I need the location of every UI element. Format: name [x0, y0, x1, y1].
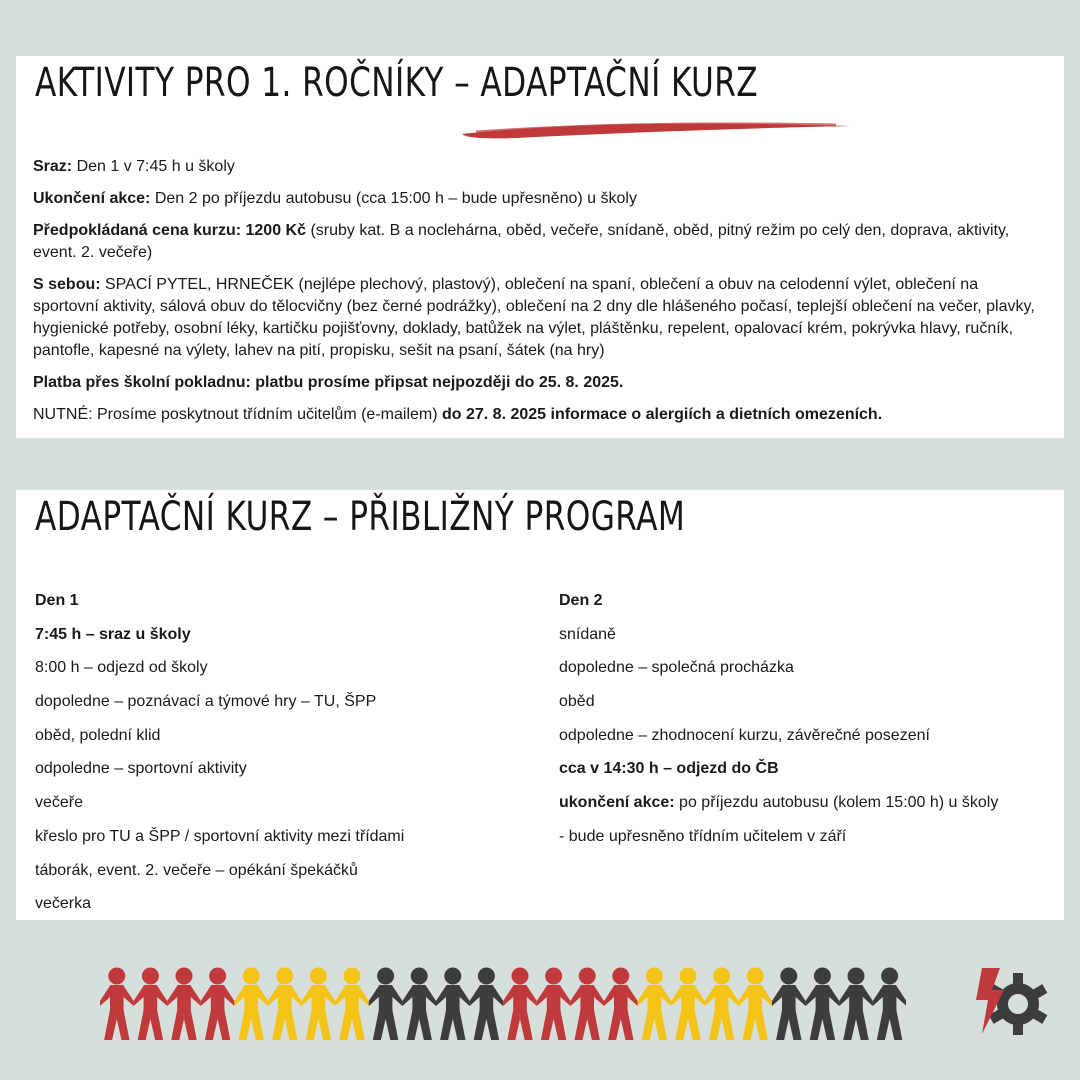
paper-person-figure [738, 968, 772, 1041]
program-title: ADAPTAČNÍ KURZ – PŘIBLIŽNÝ PROGRAM [35, 494, 686, 540]
paper-person-figure [772, 968, 806, 1041]
meeting-line: Sraz: Den 1 v 7:45 h u školy [33, 158, 235, 175]
paper-people-chain-icon [100, 966, 906, 1044]
paper-person-figure [436, 968, 470, 1041]
info-card [16, 56, 1064, 438]
bring-line: S sebou: SPACÍ PYTEL, HRNEČEK (nejlépe plechový, plastový), oblečení na spaní, oblečení a obuv na celodenní výlet, oblečení na sportovní aktivity, sálová obuv do tělocvičny (bez černé podrážky), oblečení na 2 dny dle hlášeného počasí, teplejší oblečení na večer, plavky, hygienické potřeby, osobní léky, kartičku pojišťovny, doklady, batůžek na výlet, pláštěnku, repelent, opalovací krém, pokrývka hlavy, ručník, pantofle, kapesné na výlety, lahev na pití, propisku, sešit na psaní, šátek (na hry) [33, 276, 1035, 359]
paper-person-figure [570, 968, 604, 1041]
day1-item: odpoledne – sportovní aktivity [35, 760, 247, 778]
end-line: Ukončení akce: Den 2 po příjezdu autobusu (cca 15:00 h – bude upřesněno) u školy [33, 190, 637, 207]
required-line: NUTNÉ: Prosíme poskytnout třídním učitelům (e-mailem) do 27. 8. 2025 informace o alergiích a dietních omezeních. [33, 406, 883, 423]
paper-person-figure [671, 968, 705, 1041]
payment-line: Platba přes školní pokladnu: platbu prosíme připsat nejpozději do 25. 8. 2025. [33, 374, 624, 391]
paper-person-figure [167, 968, 201, 1041]
day1-item: večeře [35, 794, 84, 812]
day1-item: dopoledne – poznávací a týmové hry – TU, ŠPP [35, 693, 377, 711]
paper-person-figure [335, 968, 369, 1041]
paper-person-figure [638, 968, 672, 1041]
paper-person-figure [503, 968, 537, 1041]
paper-person-figure [470, 968, 504, 1041]
paper-person-figure [604, 968, 638, 1041]
paper-person-figure [806, 968, 840, 1041]
page-title: AKTIVITY PRO 1. ROČNÍKY – ADAPTAČNÍ KURZ [35, 60, 759, 106]
paper-person-figure [705, 968, 739, 1041]
day1-item: křeslo pro TU a ŠPP / sportovní aktivity mezi třídami [35, 827, 405, 845]
paper-person-figure [369, 968, 403, 1041]
day2-note: - bude upřesněno třídním učitelem v září [559, 827, 847, 845]
paper-person-figure [134, 968, 168, 1041]
info-text [33, 156, 1045, 436]
paper-person-figure [268, 968, 302, 1041]
people-group [100, 968, 906, 1041]
paper-person-figure [201, 968, 235, 1041]
day2-item: dopoledne – společná procházka [559, 659, 794, 677]
red-brush-stroke-icon [456, 116, 856, 140]
day1-column [35, 590, 404, 927]
lightning-gear-logo-icon [974, 964, 1050, 1042]
price-line: Předpokládaná cena kurzu: 1200 Kč (sruby kat. B a noclehárna, oběd, večeře, snídaně, oběd, pitný režim po celý den, doprava, aktivity, event. 2. večeře) [33, 222, 1010, 261]
day2-item: snídaně [559, 625, 616, 643]
paper-person-figure [100, 968, 134, 1041]
day2-departure: cca v 14:30 h – odjezd do ČB [559, 760, 779, 778]
paper-person-figure [402, 968, 436, 1041]
paper-person-figure [234, 968, 268, 1041]
day1-heading: Den 1 [35, 592, 79, 609]
day1-item: 8:00 h – odjezd od školy [35, 659, 208, 677]
day2-end: ukončení akce: po příjezdu autobusu (kolem 15:00 h) u školy [559, 794, 999, 812]
day2-item: oběd [559, 693, 595, 711]
day1-item: táborák, event. 2. večeře – opékání špekáčků [35, 861, 358, 879]
day2-heading: Den 2 [559, 592, 603, 609]
paper-person-figure [873, 968, 906, 1041]
paper-person-figure [839, 968, 873, 1041]
day1-first-item: 7:45 h – sraz u školy [35, 625, 191, 643]
program-card [16, 490, 1064, 920]
paper-person-figure [537, 968, 571, 1041]
day2-item: odpoledne – zhodnocení kurzu, závěrečné posezení [559, 726, 930, 744]
paper-person-figure [302, 968, 336, 1041]
day2-column [559, 590, 998, 860]
day1-item: večerka [35, 895, 92, 913]
day1-item: oběd, polední klid [35, 726, 161, 744]
